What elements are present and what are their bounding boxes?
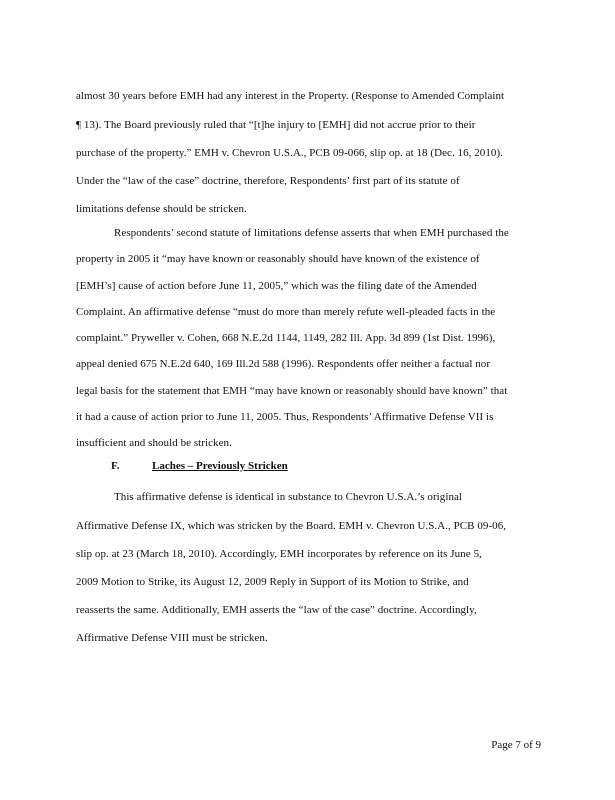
paragraph-2-line-5: complaint.” Pryweller v. Cohen, 668 N.E.2d 1144, 1149, 282 Ill. App. 3d 899 (1st Dist. 1996),: [76, 332, 496, 344]
paragraph-3-line-3: slip op. at 23 (March 18, 2010). Accordingly, EMH incorporates by reference on its June 5,: [76, 548, 482, 560]
paragraph-3-line-1: This affirmative defense is identical in substance to Chevron U.S.A.’s original: [114, 491, 463, 503]
paragraph-2-line-7: legal basis for the statement that EMH “may have known or reasonably should have known” that: [76, 385, 508, 397]
paragraph-1-line-5: limitations defense should be stricken.: [76, 203, 247, 215]
paragraph-2-line-8: it had a cause of action prior to June 11, 2005. Thus, Respondents’ Affirmative Defense VII is: [76, 411, 494, 423]
section-letter: F.: [111, 460, 120, 472]
paragraph-1-line-1: almost 30 years before EMH had any interest in the Property. (Response to Amended Complaint: [76, 90, 505, 102]
paragraph-2-line-3: [EMH’s] cause of action before June 11, 2005,” which was the filing date of the Amended: [76, 280, 477, 292]
paragraph-2-line-4: Complaint. An affirmative defense “must do more than merely refute well-pleaded facts in the: [76, 306, 496, 318]
page-number: Page 7 of 9: [491, 739, 541, 751]
paragraph-3-line-2: Affirmative Defense IX, which was stricken by the Board. EMH v. Chevron U.S.A., PCB 09-06,: [76, 520, 507, 532]
paragraph-2-line-9: insufficient and should be stricken.: [76, 437, 232, 449]
paragraph-1-line-3: purchase of the property.” EMH v. Chevron U.S.A., PCB 09-066, slip op. at 18 (Dec. 16, 2010).: [76, 147, 503, 159]
paragraph-3-line-6: Affirmative Defense VIII must be stricken.: [76, 632, 268, 644]
section-title: Laches – Previously Stricken: [152, 460, 288, 472]
paragraph-3-line-5: reasserts the same. Additionally, EMH asserts the “law of the case” doctrine. Accordingly,: [76, 604, 477, 616]
paragraph-2-line-1: Respondents’ second statute of limitations defense asserts that when EMH purchased the: [114, 227, 509, 239]
paragraph-1-line-4: Under the “law of the case” doctrine, therefore, Respondents’ first part of its statute of: [76, 175, 460, 187]
paragraph-3-line-4: 2009 Motion to Strike, its August 12, 2009 Reply in Support of its Motion to Strike, and: [76, 576, 469, 588]
paragraph-2-line-6: appeal denied 675 N.E.2d 640, 169 Ill.2d 588 (1996). Respondents offer neither a factual nor: [76, 358, 491, 370]
paragraph-1-line-2: ¶ 13). The Board previously ruled that “[t]he injury to [EMH] did not accrue prior to their: [76, 119, 476, 131]
paragraph-2-line-2: property in 2005 it “may have known or reasonably should have known of the existence of: [76, 253, 480, 265]
